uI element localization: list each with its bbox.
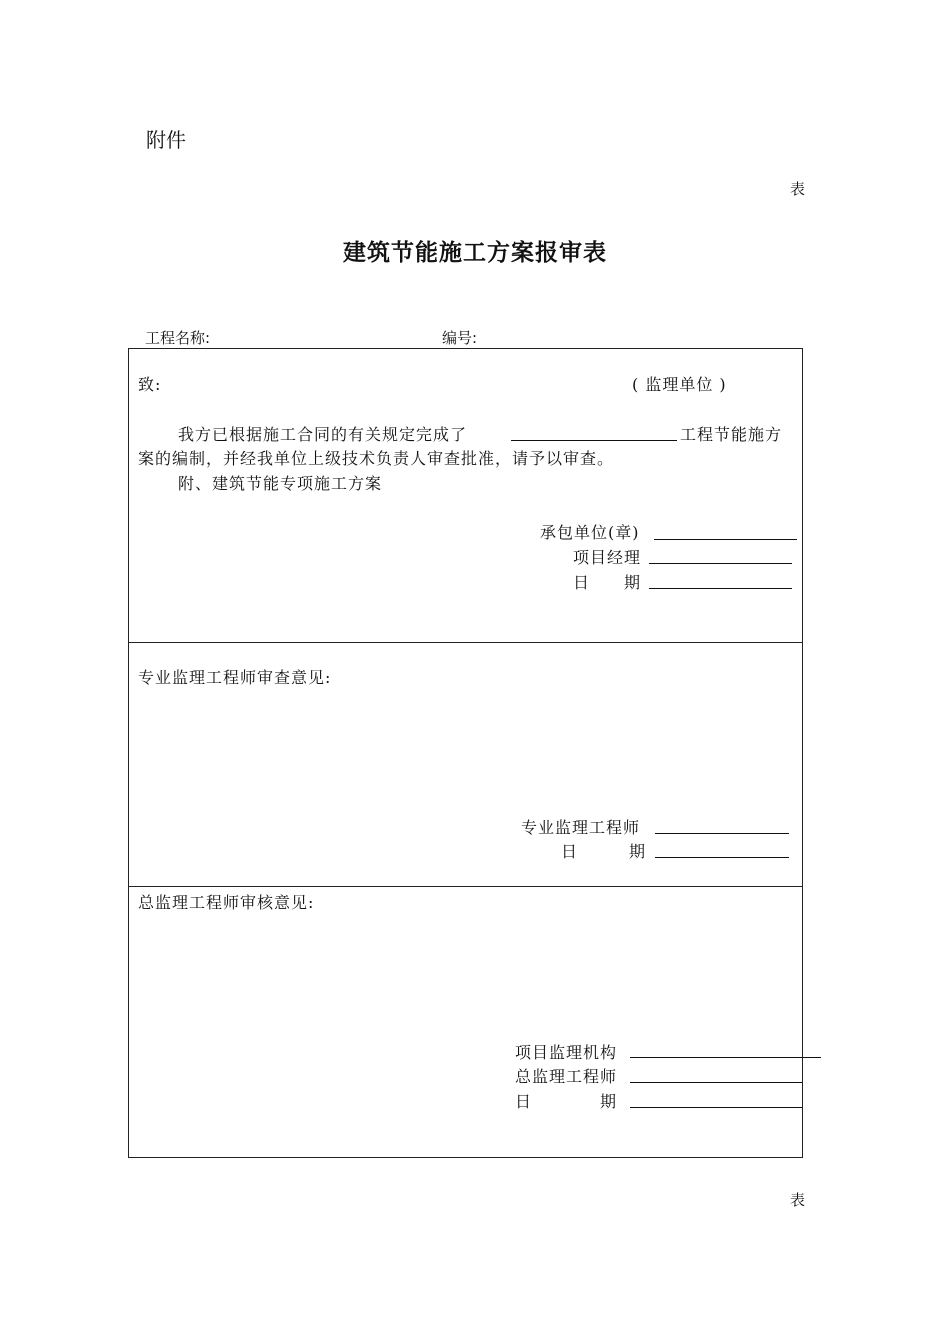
body-line2: 案的编制，并经我单位上级技术负责人审查批准，请予以审查。: [138, 449, 615, 468]
table-mark-bottom: 表: [790, 1191, 806, 1209]
date-line-2[interactable]: [655, 857, 789, 858]
project-manager-label: 项目经理: [573, 548, 642, 567]
form-title: 建筑节能施工方案报审表: [343, 239, 607, 266]
number-label: 编号:: [442, 329, 478, 347]
section-divider-2: [128, 886, 803, 887]
supervision-org-line[interactable]: [630, 1057, 821, 1058]
specialist-engineer-label: 专业监理工程师: [521, 818, 641, 837]
specialist-engineer-signature-line[interactable]: [655, 833, 789, 834]
project-name-blank[interactable]: [511, 440, 677, 441]
date-line-3[interactable]: [630, 1107, 802, 1108]
body-line1-before: 我方已根据施工合同的有关规定完成了: [178, 425, 468, 444]
to-label: 致:: [138, 375, 162, 394]
date-label-1: 日 期: [573, 573, 642, 592]
supervisor-unit-label: ( 监理单位 ): [632, 375, 727, 394]
body-line3: 附、建筑节能专项施工方案: [178, 474, 383, 493]
contractor-signature-line[interactable]: [654, 539, 797, 540]
supervision-org-label: 项目监理机构: [515, 1043, 618, 1062]
chief-review-heading: 总监理工程师审核意见:: [138, 893, 315, 912]
contractor-label: 承包单位(章): [540, 523, 640, 542]
chief-engineer-label: 总监理工程师: [515, 1067, 618, 1086]
date-label-2: 日 期: [561, 842, 647, 861]
date-label-3: 日 期: [515, 1092, 618, 1111]
engineer-review-heading: 专业监理工程师审查意见:: [138, 668, 332, 687]
chief-engineer-signature-line[interactable]: [630, 1082, 802, 1083]
attachment-label: 附件: [146, 128, 186, 152]
date-line-1[interactable]: [649, 588, 792, 589]
section-divider-1: [128, 642, 803, 643]
project-manager-signature-line[interactable]: [649, 563, 792, 564]
project-name-label: 工程名称:: [145, 329, 211, 347]
body-line1-after: 工程节能施方: [680, 425, 783, 444]
form-table: [128, 348, 803, 1158]
table-mark-top: 表: [790, 180, 806, 198]
